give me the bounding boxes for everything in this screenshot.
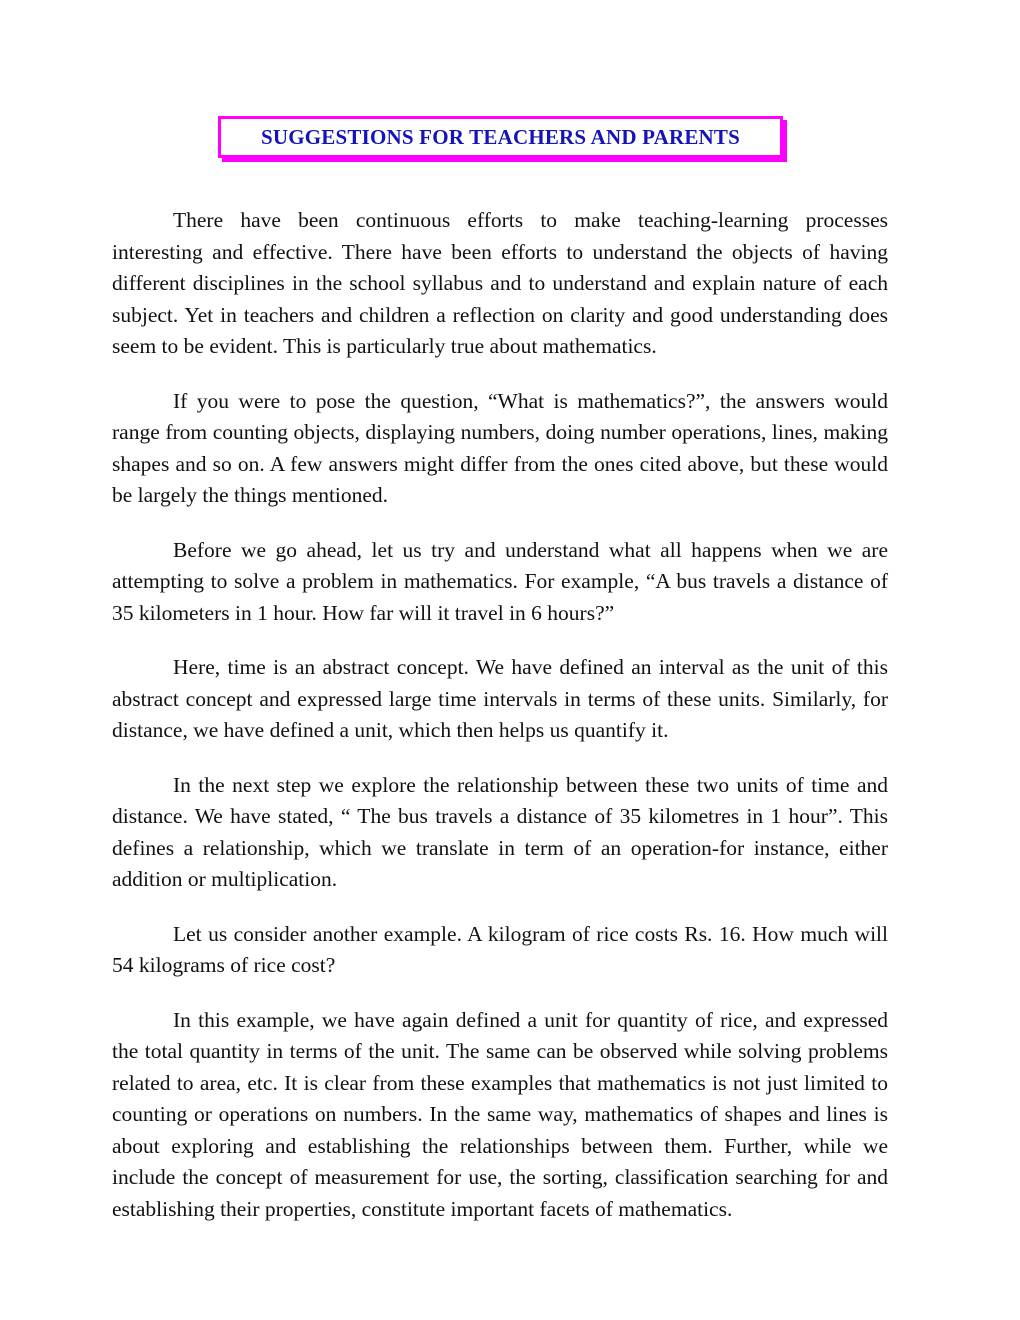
title-box [218, 116, 783, 158]
paragraph-5: In the next step we explore the relationship between these two units of time and distance. We have stated, “ The bus travels a distance of 35 kilometres in 1 hour”. This defines a relationship, which we translate in term of an operation-for instance, either addition or multiplication. [112, 772, 888, 891]
paragraph-1: There have been continuous efforts to make teaching-learning processes interesting and effective. There have been efforts to understand the objects of having different disciplines in the school syllabus and to understand and explain nature of each subject. Yet in teachers and children a reflection on clarity and good understanding does seem to be evident. This is particularly true about mathematics. [112, 208, 888, 358]
paragraph-2: If you were to pose the question, “What is mathematics?”, the answers would range from counting objects, displaying numbers, doing number operations, lines, making shapes and so on. A few answers might differ from the ones cited above, but these would be largely the things mentioned. [112, 388, 888, 507]
paragraph-6: Let us consider another example. A kilogram of rice costs Rs. 16. How much will 54 kilograms of rice cost? [112, 921, 888, 977]
page-title: SUGGESTIONS FOR TEACHERS AND PARENTS [260, 124, 741, 149]
body-text [112, 205, 888, 1248]
paragraph-7: In this example, we have again defined a unit for quantity of rice, and expressed the total quantity in terms of the unit. The same can be observed while solving problems related to area, etc. It is clear from these examples that mathematics is not just limited to counting or operations on numbers. In the same way, mathematics of shapes and lines is about exploring and establishing the relationships between them. Further, while we include the concept of measurement for use, the sorting, classification searching for and establishing their properties, constitute important facets of mathematics. [112, 1007, 888, 1221]
paragraph-4: Here, time is an abstract concept. We have defined an interval as the unit of this abstract concept and expressed large time intervals in terms of these units. Similarly, for distance, we have defined a unit, which then helps us quantify it. [112, 655, 888, 742]
title-frame [218, 116, 787, 162]
paragraph-3: Before we go ahead, let us try and understand what all happens when we are attempting to solve a problem in mathematics. For example, “A bus travels a distance of 35 kilometers in 1 hour. How far will it travel in 6 hours?” [112, 537, 888, 625]
